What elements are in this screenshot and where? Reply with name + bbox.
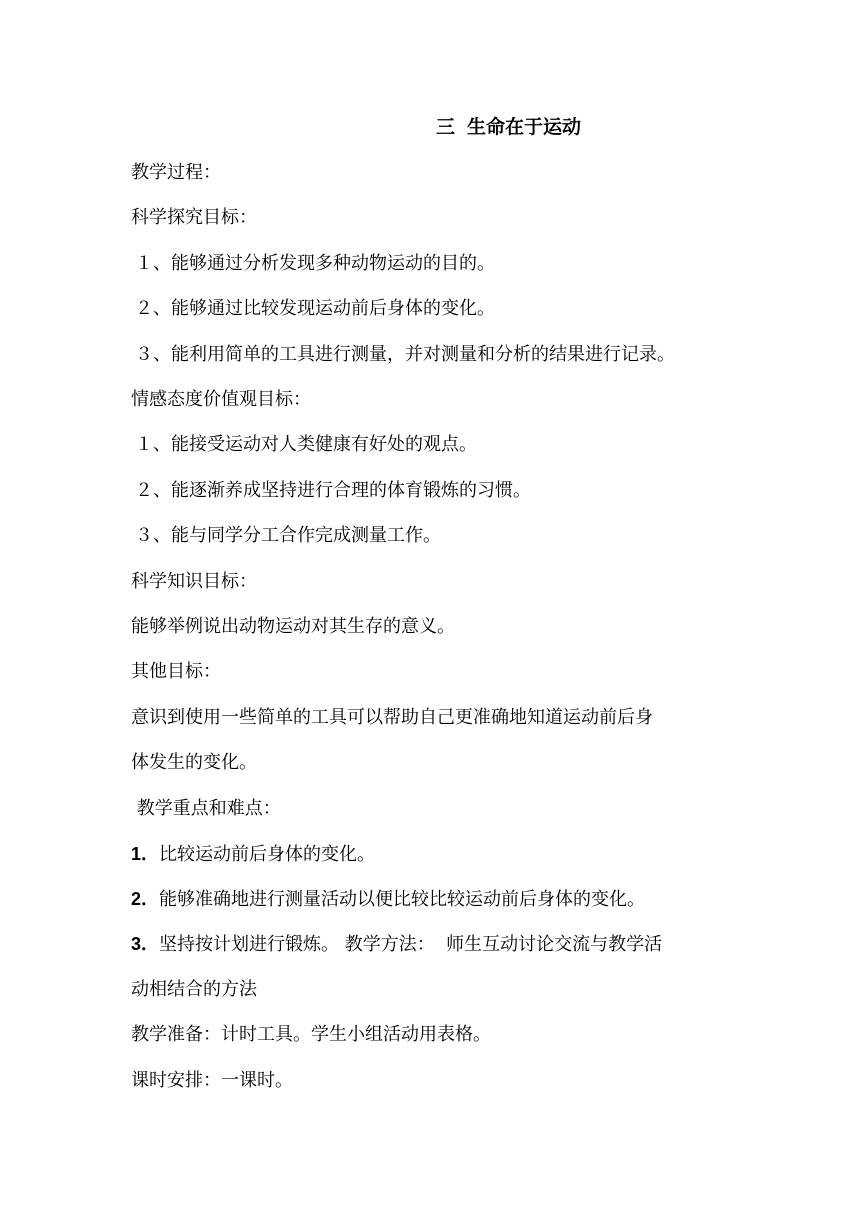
other-goal-paragraph [131, 695, 741, 786]
other-goal-line-1: 意识到使用一些简单的工具可以帮助自己更准确地知道运动前后身 [131, 707, 653, 728]
key-point-2-text: 能够准确地进行测量活动以便比较比较运动前后身体的变化。 [159, 889, 646, 911]
heading-other-goals: 其他目标： [131, 661, 221, 683]
key-point-3 [131, 922, 741, 1013]
emotional-goal-2: ２、能逐渐养成坚持进行合理的体育锻炼的习惯。 [135, 479, 531, 501]
document-title [436, 114, 581, 140]
key-point-3-number: 3． [131, 933, 160, 954]
inquiry-goal-1: １、能够通过分析发现多种动物运动的目的。 [135, 252, 495, 274]
title-text: 生命在于运动 [467, 116, 582, 138]
class-schedule: 课时安排：一课时。 [131, 1069, 293, 1091]
inquiry-goal-2: ２、能够通过比较发现运动前后身体的变化。 [135, 298, 495, 320]
key-point-3-text: 坚持按计划进行锻炼。 教学方法： 师生互动讨论交流与教学活 [159, 933, 663, 955]
inquiry-goal-3: ３、能利用简单的工具进行测量，并对测量和分析的结果进行记录。 [135, 343, 675, 365]
heading-teaching-process: 教学过程： [131, 162, 221, 183]
heading-key-points: 教学重点和难点： [131, 797, 281, 819]
key-point-1 [131, 842, 741, 887]
document-body [131, 161, 741, 1114]
heading-emotional-goals: 情感态度价值观目标： [131, 388, 311, 410]
key-point-1-text: 比较运动前后身体的变化。 [159, 843, 376, 865]
key-point-2-number: 2． [131, 889, 160, 910]
heading-knowledge-goals: 科学知识目标： [131, 570, 257, 592]
other-goal-line-2: 体发生的变化。 [131, 752, 257, 774]
key-point-3-line-1 [131, 922, 741, 967]
key-point-3-line-2: 动相结合的方法 [131, 979, 257, 1001]
key-point-1-number: 1． [131, 843, 160, 864]
emotional-goal-1: １、能接受运动对人类健康有好处的观点。 [135, 434, 477, 456]
knowledge-goal: 能够举例说出动物运动对其生存的意义。 [131, 615, 455, 637]
heading-science-inquiry-goals: 科学探究目标： [131, 207, 257, 229]
emotional-goal-3: ３、能与同学分工合作完成测量工作。 [135, 525, 441, 547]
title-number: 三 [436, 116, 456, 138]
teaching-preparation: 教学准备：计时工具。学生小组活动用表格。 [131, 1024, 491, 1046]
